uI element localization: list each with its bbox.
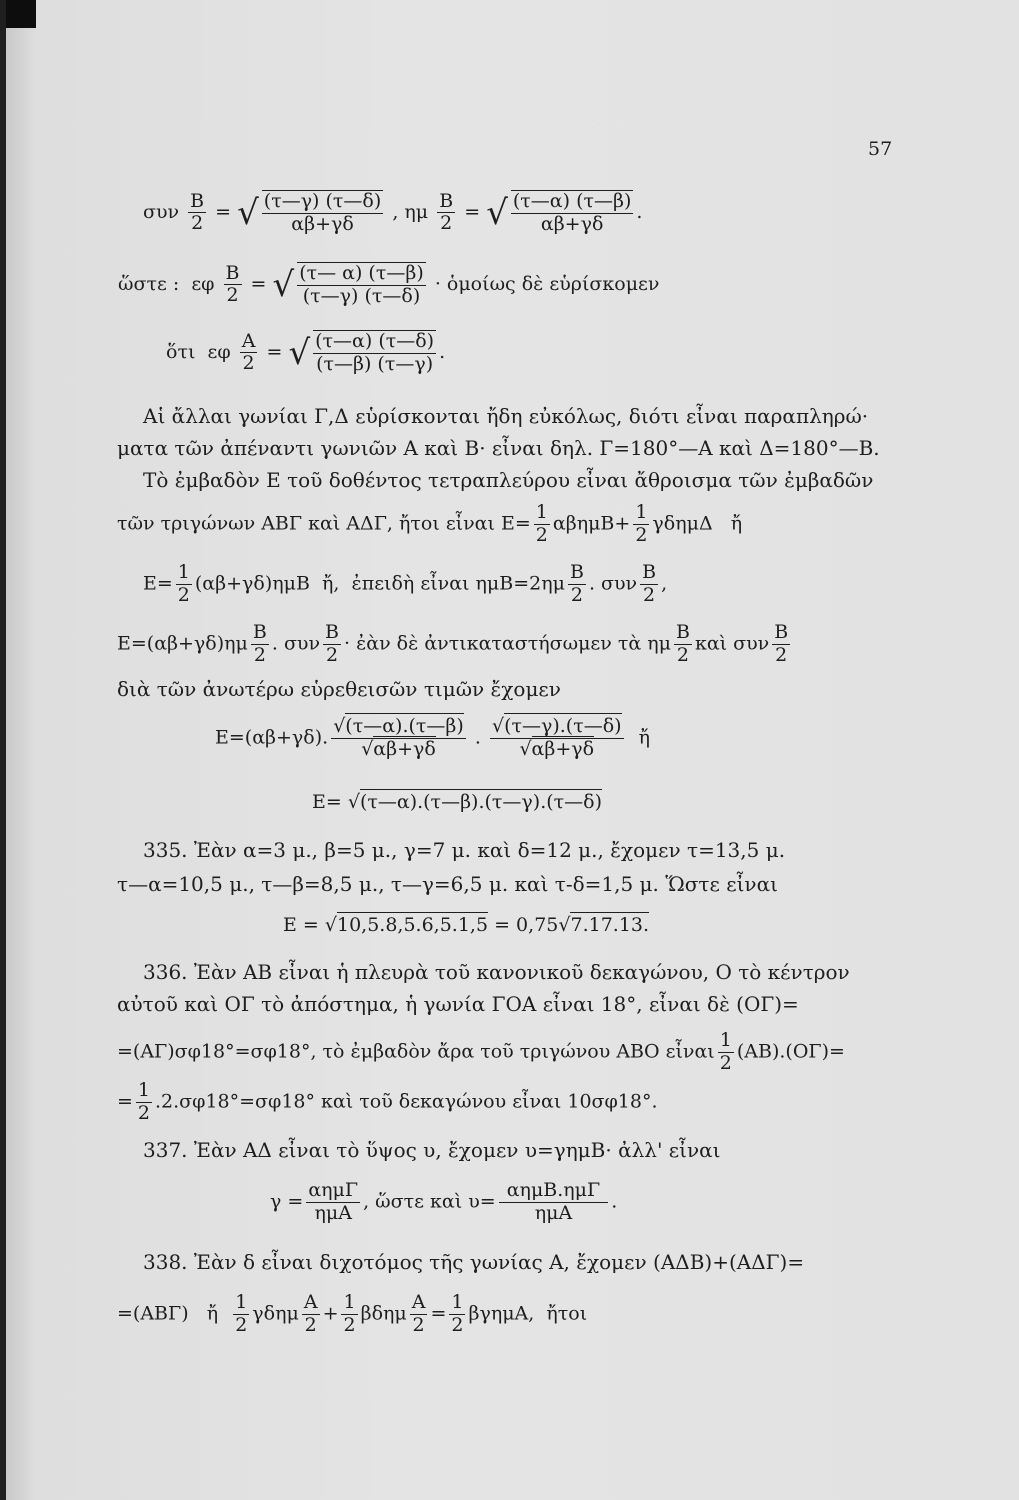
formula-cos-sin-half-b: συν $\frac{B}{2}$ = √ $\frac{(\tau—\gamma) (\tau—\delta)}{\alpha\beta+\gamma\delta}$ , ημ $\frac{B}{2}$ = √ $\frac{(\tau—\alpha) (\tau—\beta)}{\alpha\beta+\gamma\delta}$ . — [143, 189, 643, 235]
scan-corner — [6, 0, 36, 28]
formula-brahmagupta: Ε= √(τ—α).(τ—β).(τ—γ).(τ—δ) — [312, 791, 603, 813]
formula-decagon-area: = $\frac{1}{2}$ .2.σφ18°=σφ18° καὶ τοῦ δεκαγώνου εἶναι 10σφ18°. — [117, 1079, 658, 1124]
formula-bisector: =(ΑΒΓ) ἤ $\frac{1}{2}$ γδημ $\frac{A}{2}$ + $\frac{1}{2}$ βδημ $\frac{A}{2}$ = $\frac{1}{2}$ βγημΑ, ἤτοι — [117, 1291, 588, 1336]
formula-numeric-area: Ε = √10,5.8,5.6,5.1,5 = 0,75√7.17.13. — [283, 914, 650, 936]
text-line: ματα τῶν ἀπέναντι γωνιῶν Α καὶ Β· εἶναι δηλ. Γ=180°—Α καὶ Δ=180°—Β. — [117, 436, 880, 460]
exercise-337: 337. Ἐὰν ΑΔ εἶναι τὸ ὕψος υ, ἔχομεν υ=γημΒ· ἀλλ' εἶναι — [143, 1138, 721, 1162]
formula-tan-half-b: ὥστε : εφ $\frac{B}{2}$ = √ $\frac{(\tau— \alpha) (\tau—\beta)}{(\tau—\gamma) (\tau—\delta)}$ · ὁμοίως δὲ εὑρίσκομεν — [118, 261, 660, 307]
text-line: τ—α=10,5 μ., τ—β=8,5 μ., τ—γ=6,5 μ. καὶ τ-δ=1,5 μ. Ὥστε εἶναι — [117, 872, 778, 896]
page-number: 57 — [868, 138, 893, 160]
exercise-338: 338. Ἐὰν δ εἶναι διχοτόμος τῆς γωνίας Α, ἔχομεν (ΑΔΒ)+(ΑΔΓ)= — [143, 1250, 805, 1274]
formula-area-sum: τῶν τριγώνων ΑΒΓ καὶ ΑΔΓ, ἤτοι εἶναι Ε= $\frac{1}{2}$ αβημΒ+ $\frac{1}{2}$ γδημΔ ἤ — [117, 501, 743, 546]
formula-tan-half-a: ὅτι εφ $\frac{A}{2}$ = √ $\frac{(\tau—\alpha) (\tau—\delta)}{(\tau—\beta) (\tau—\gamma)}$ . — [166, 329, 446, 375]
text-line: αὐτοῦ καὶ ΟΓ τὸ ἀπόστημα, ἡ γωνία ΓΟΑ εἶναι 18°, εἶναι δὲ (ΟΓ)= — [117, 992, 799, 1016]
formula-area-half-angle: Ε=(αβ+γδ)ημ $\frac{B}{2}$ . συν $\frac{B}{2}$ · ἐὰν δὲ ἀντικαταστήσωμεν τὰ ημ $\frac{B}{2}$ καὶ συν $\frac{B}{2}$ — [117, 621, 789, 666]
text-line: Τὸ ἐμβαδὸν Ε τοῦ δοθέντος τετραπλεύρου εἶναι ἄθροισμα τῶν ἐμβαδῶν — [143, 468, 874, 492]
exercise-336: 336. Ἐὰν ΑΒ εἶναι ἡ πλευρὰ τοῦ κανονικοῦ δεκαγώνου, Ο τὸ κέντρον — [143, 960, 850, 984]
text-line: Αἱ ἄλλαι γωνίαι Γ,Δ εὑρίσκονται ἤδη εὐκόλως, διότι εἶναι παραπληρώ· — [143, 404, 869, 428]
formula-height: γ = $\frac{\text{αημΓ}}{\text{ημΑ}}$ , ὥστε καὶ υ= $\frac{\text{αημΒ.ημΓ}}{\text{ημΑ}}$ . — [270, 1179, 618, 1224]
formula-triangle-area: =(ΑΓ)σφ18°=σφ18°, τὸ ἐμβαδὸν ἄρα τοῦ τριγώνου ΑΒΟ εἶναι $\frac{1}{2}$ (ΑΒ).(ΟΓ)= — [117, 1029, 845, 1074]
text-line: διὰ τῶν ἀνωτέρω εὑρεθεισῶν τιμῶν ἔχομεν — [117, 677, 561, 701]
formula-area-product: Ε= $\frac{1}{2}$ (αβ+γδ)ημΒ ἤ, ἐπειδὴ εἶναι ημΒ=2ημ $\frac{B}{2}$ . συν $\frac{B}{2}$ , — [143, 561, 668, 606]
formula-area-radicals: Ε=(αβ+γδ). $\frac{√(\tau—\alpha).(\tau—\beta)}{√\alpha\beta+\gamma\delta}$ . $\frac{√(\tau—\gamma).(\tau—\delta)}{√\alpha\beta+\gamma\delta}$ ἤ — [215, 715, 651, 760]
exercise-335: 335. Ἐὰν α=3 μ., β=5 μ., γ=7 μ. καὶ δ=12 μ., ἔχομεν τ=13,5 μ. — [143, 838, 786, 862]
